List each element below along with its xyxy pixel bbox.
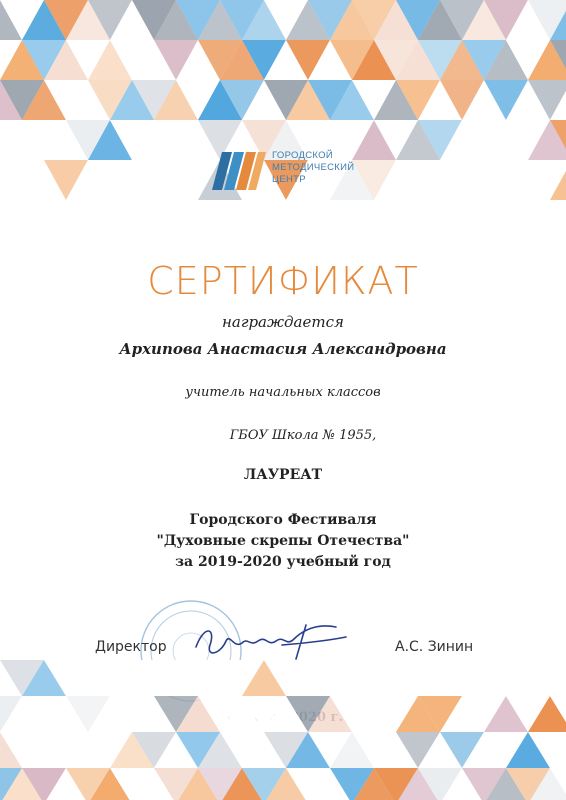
signer-name: А.С. Зинин: [395, 639, 474, 655]
event-line-1: Городского Фестиваля: [189, 512, 377, 528]
decorative-triangle-pattern-bottom: [0, 660, 566, 800]
logo-text-line1: ГОРОДСКОЙ: [272, 150, 333, 161]
logo: [210, 150, 370, 192]
recipient-position: учитель начальных классов: [185, 385, 381, 400]
recipient-name: Архипова Анастасия Александровна: [119, 340, 447, 358]
logo-mark-icon: [210, 150, 268, 192]
logo-text-line2: МЕТОДИЧЕСКИЙ: [272, 162, 355, 173]
status-label: ЛАУРЕАТ: [243, 467, 323, 483]
logo-text: [272, 150, 382, 186]
event-line-2: "Духовные скрепы Отечества": [156, 533, 410, 549]
handwritten-signature-icon: [186, 615, 356, 665]
school-name: ГБОУ Школа № 1955,: [229, 428, 377, 443]
certificate-title: СЕРТИФИКАТ: [147, 259, 419, 303]
awarded-label: награждается: [222, 313, 344, 331]
director-label: Директор: [95, 639, 167, 655]
event-line-3: за 2019-2020 учебный год: [175, 554, 391, 570]
logo-text-line3: ЦЕНТР: [272, 174, 306, 185]
